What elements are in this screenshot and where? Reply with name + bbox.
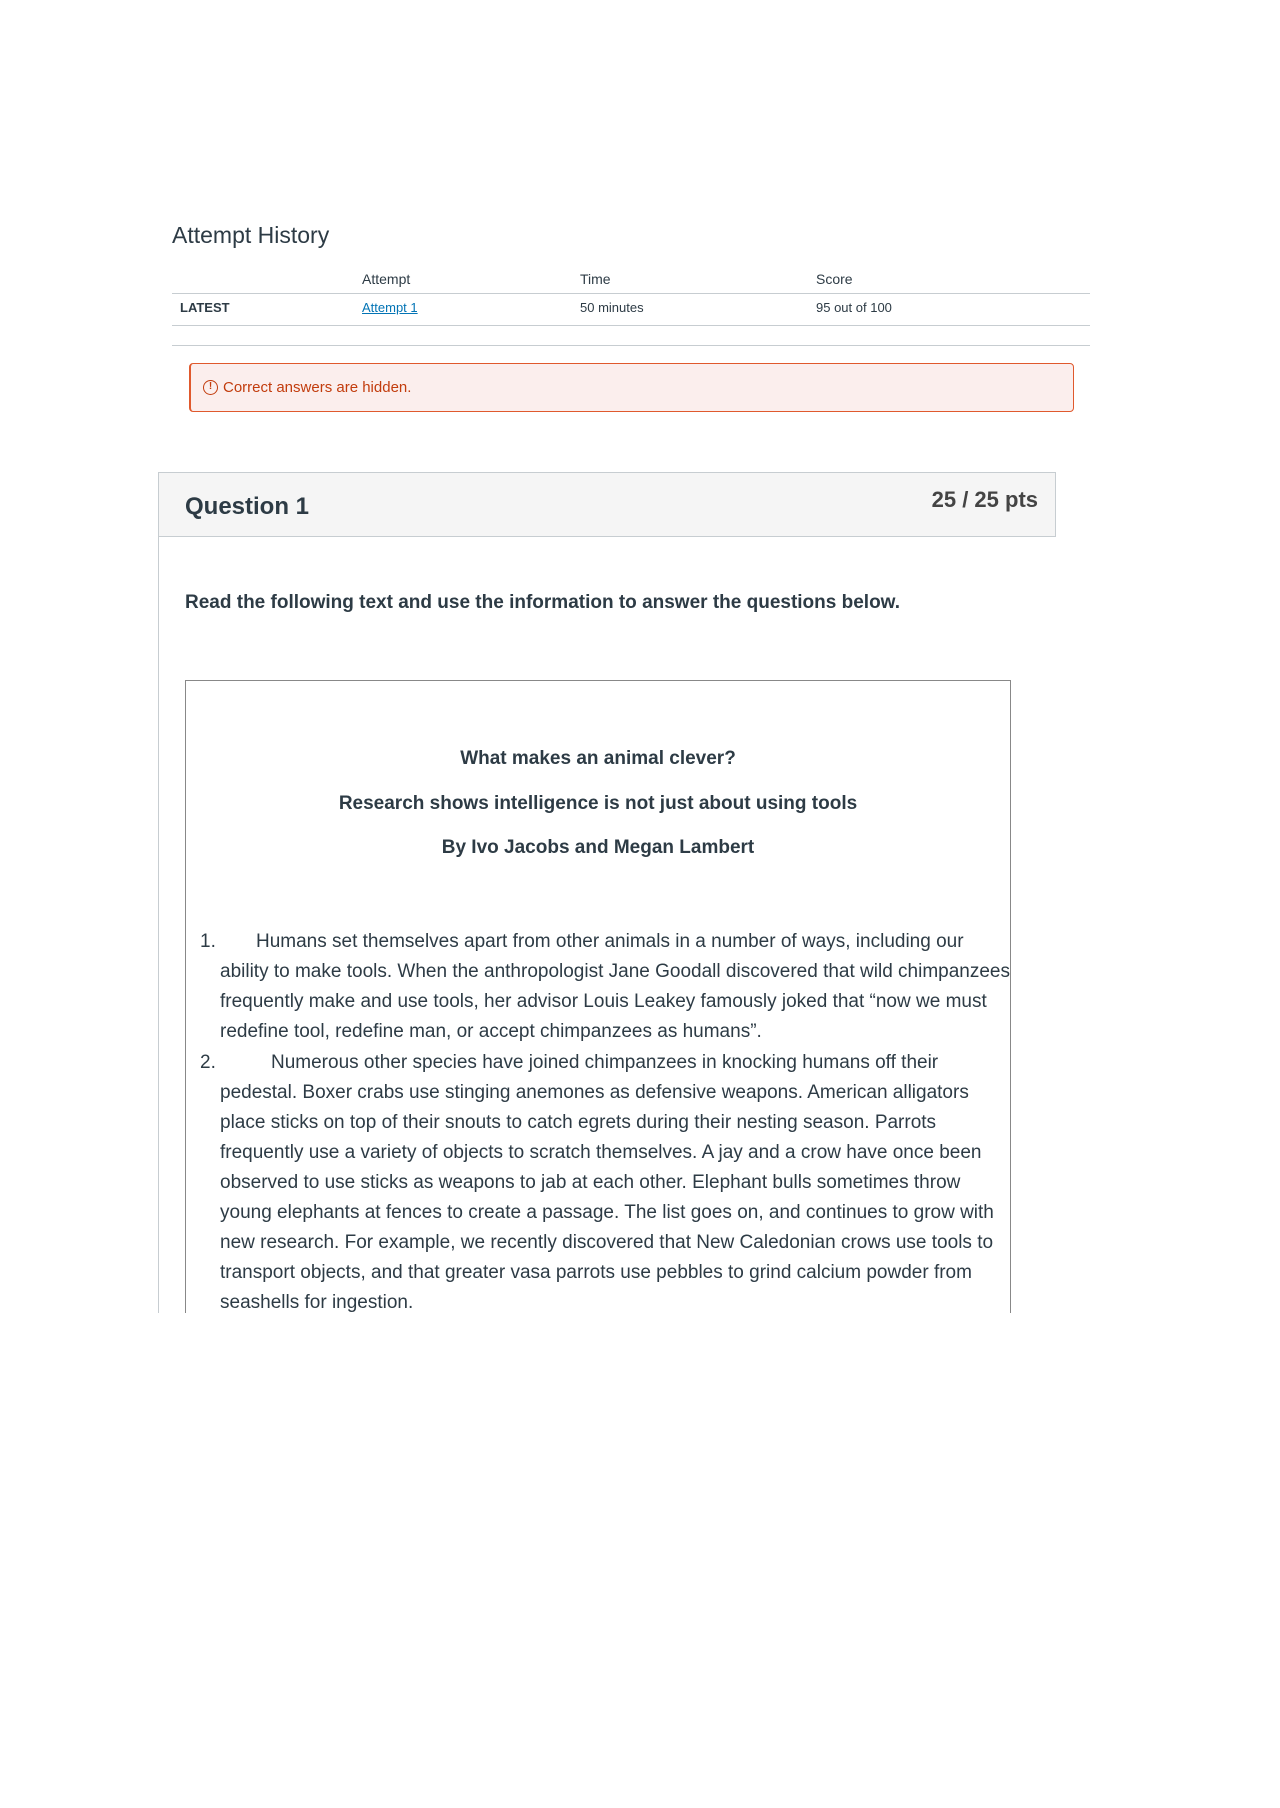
question-instruction: Read the following text and use the information to answer the questions below. (185, 592, 901, 613)
question-title: Question 1 (185, 493, 310, 520)
column-header-score: Score (816, 271, 853, 287)
question-points: 25 / 25 pts (931, 487, 1038, 512)
row-label-latest: LATEST (180, 300, 230, 315)
info-circle-icon: ! (203, 380, 218, 395)
attempt-history-title: Attempt History (172, 222, 330, 248)
passage-paragraph-1 (200, 927, 1010, 1047)
divider (172, 345, 1090, 346)
attempt-link[interactable]: Attempt 1 (362, 300, 418, 315)
correct-answers-hidden-alert (189, 363, 1074, 412)
reading-passage (185, 680, 1011, 1313)
table-row (172, 294, 1090, 326)
paragraph-text: Numerous other species have joined chimpanzees in knocking humans off their pedestal. Boxer crabs use stinging anemones as defensive weapons. American alligators place sticks on top of their snouts to catch egrets during their nesting season. Parrots frequently use a variety of objects to scratch themselves. A jay and a crow have once been observed to use sticks as weapons to jab at each other. Elephant bulls sometimes throw young elephants at fences to create a passage. The list goes on, and continues to grow with new research. For example, we recently discovered that New Caledonian crows use tools to transport objects, and that greater vasa parrots use pebbles to grind calcium powder from seashells for ingestion. (220, 1052, 994, 1313)
column-header-time: Time (580, 271, 611, 287)
passage-subtitle: Research shows intelligence is not just about using tools (338, 793, 858, 814)
table-header (172, 266, 1090, 294)
attempt-score: 95 out of 100 (816, 300, 892, 315)
question-body-border (158, 537, 159, 1313)
paragraph-text: Humans set themselves apart from other animals in a number of ways, including our ability to make tools. When the anthropologist Jane Goodall discovered that wild chimpanzees frequently make and use tools, her advisor Louis Leakey famously joked that “now we must redefine tool, redefine man, or accept chimpanzees as humans”. (220, 931, 1010, 1042)
question-header (158, 472, 1056, 537)
paragraph-number: 2. (200, 1052, 216, 1073)
attempt-history-table (172, 266, 1090, 326)
passage-title: What makes an animal clever? (460, 748, 736, 769)
passage-paragraph-2 (200, 1048, 1010, 1318)
passage-byline: By Ivo Jacobs and Megan Lambert (441, 837, 755, 858)
alert-text: Correct answers are hidden. (223, 379, 412, 396)
paragraph-number: 1. (200, 931, 216, 952)
attempt-time: 50 minutes (580, 300, 644, 315)
column-header-attempt: Attempt (362, 271, 411, 287)
